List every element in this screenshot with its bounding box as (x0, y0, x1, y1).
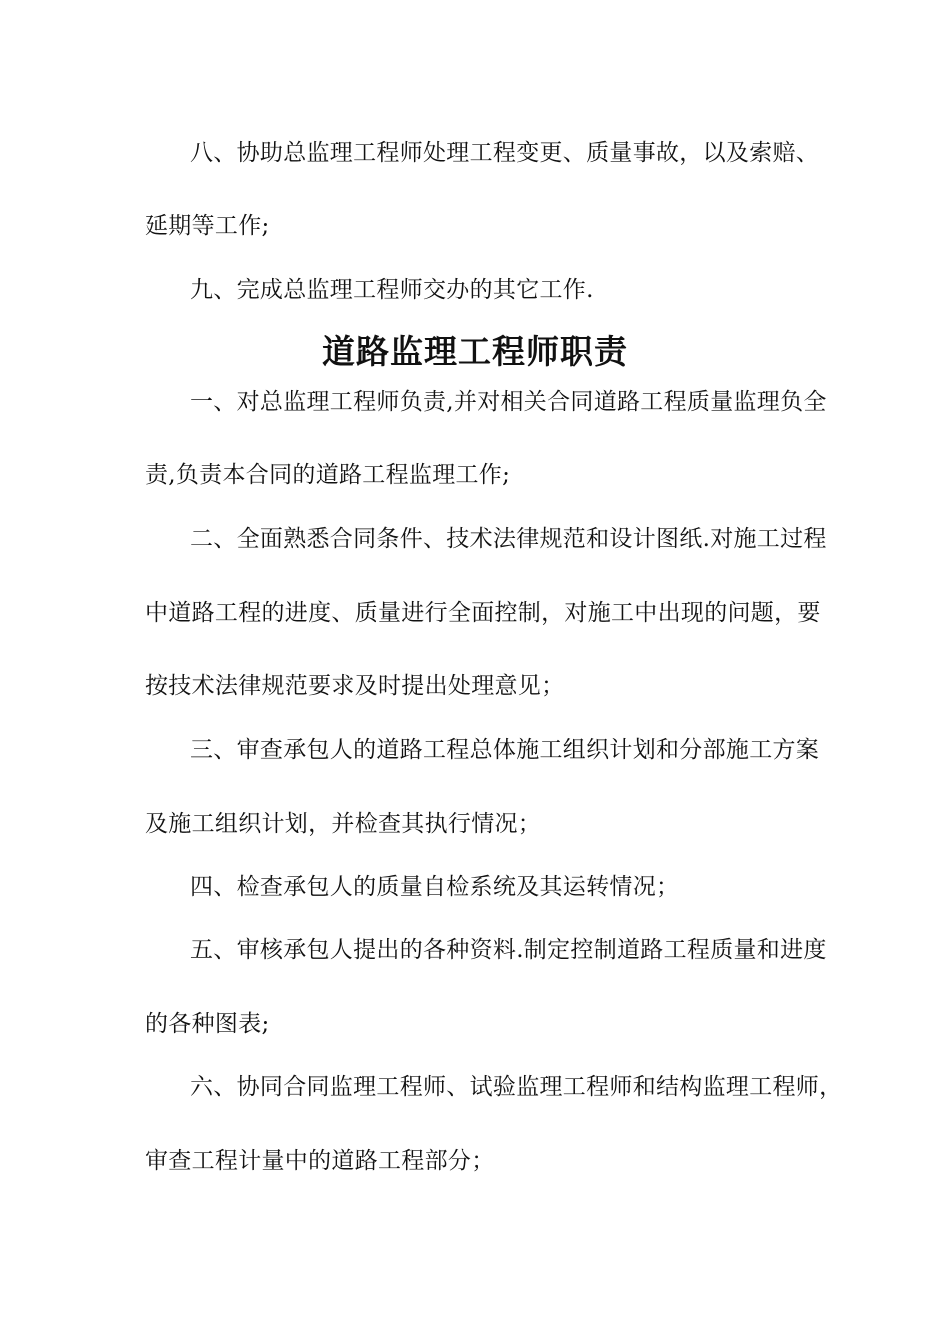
item-6-line-2: 审查工程计量中的道路工程部分； (145, 1148, 495, 1174)
item-3-line-1: 三、审查承包人的道路工程总体施工组织计划和分部施工方案 (190, 737, 820, 763)
item-5-line-2: 的各种图表; (145, 1011, 270, 1037)
item-4: 四、检查承包人的质量自检系统及其运转情况； (190, 874, 680, 900)
item-2-line-1: 二、全面熟悉合同条件、技术法律规范和设计图纸.对施工过程 (190, 526, 827, 552)
item-1-line-2: 责,负责本合同的道路工程监理工作; (145, 462, 511, 488)
item-2-line-2: 中道路工程的进度、质量进行全面控制，对施工中出现的问题，要 (145, 600, 821, 626)
item-5-line-1: 五、审核承包人提出的各种资料.制定控制道路工程质量和进度 (190, 937, 827, 963)
item-8-line-1: 八、协助总监理工程师处理工程变更、质量事故，以及索赔、 (190, 140, 820, 166)
item-8-line-2: 延期等工作; (145, 213, 270, 239)
item-9: 九、完成总监理工程师交办的其它工作. (190, 277, 594, 303)
item-1-line-1: 一、对总监理工程师负责,并对相关合同道路工程质量监理负全 (190, 389, 827, 415)
item-3-line-2: 及施工组织计划，并检查其执行情况； (145, 811, 542, 837)
item-6-line-1: 六、协同合同监理工程师、试验监理工程师和结构监理工程师， (190, 1074, 843, 1100)
section-title: 道路监理工程师职责 (322, 332, 628, 371)
item-2-line-3: 按技术法律规范要求及时提出处理意见； (145, 673, 565, 699)
